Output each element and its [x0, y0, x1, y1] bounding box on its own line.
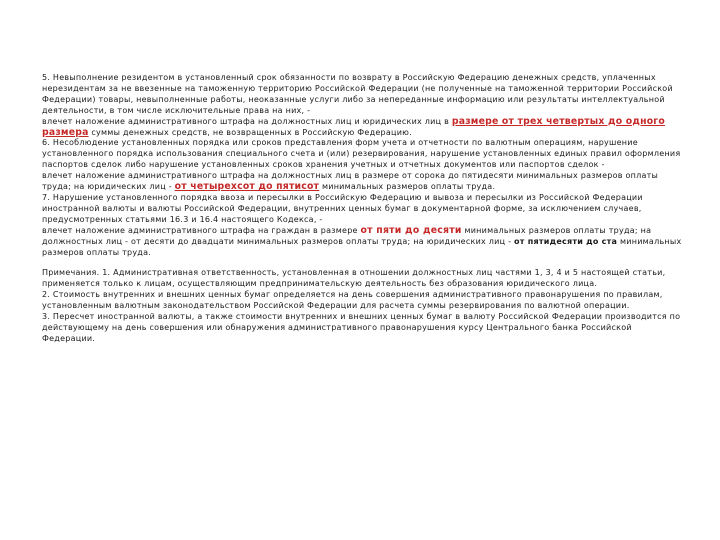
- item6-text-b: влечет наложение административного штрафа на должностных лиц в размере от сорока до пятидесяти минимальных размеров оплаты труда; на юридических лиц -: [42, 171, 659, 192]
- item6-text-a: 6. Несоблюдение установленных порядка или сроков представления форм учета и отчетности по валютным операциям, нарушение установленного порядка использования специального счета и (или) резервирования, нарушение установленных единых правил оформления паспортов сделок либо нарушение установленных сроков хранения учетных и отчетных документов или паспортов сделок -: [42, 138, 681, 170]
- paragraph-item-7: [42, 193, 682, 258]
- paragraph-item-5: [42, 73, 682, 138]
- item5-text-c: суммы денежных средств, не возвращенных в Российскую Федерацию.: [91, 127, 412, 137]
- item7-text-c: минимальных размеров оплаты труда; на должностных лиц - от десяти до двадцати минимальных размеров оплаты труда; на юридических лиц -: [42, 225, 652, 246]
- paragraph-gap: [42, 258, 682, 268]
- item7-fine-highlight-2: от пятидесяти до ста: [514, 236, 618, 246]
- item7-text-b: влечет наложение административного штрафа на граждан в размере: [42, 225, 358, 235]
- item5-fine-highlight: размере от трех четвертых до одного размера: [42, 115, 665, 138]
- item7-fine-highlight: от пяти до десяти: [360, 224, 462, 236]
- law-text-block: [42, 73, 682, 345]
- note-3: 3. Пересчет иностранной валюты, а также стоимости внутренних и внешних ценных бумаг в валюту Российской Федерации производится по действующему на день совершения или обнаружения административного правонарушения курсу Центрального банка Российской Федерации.: [42, 312, 681, 343]
- note-2: 2. Стоимость внутренних и внешних ценных бумаг определяется на день совершения административного правонарушения по правилам, установленным валютным законодательством Российской Федерации для расчета суммы резервирования по валютной операции.: [42, 290, 663, 311]
- item6-fine-highlight: от четырехсот до пятисот: [174, 181, 320, 193]
- item7-text-d: минимальных размеров оплаты труда.: [42, 236, 682, 257]
- item6-text-c: минимальных размеров оплаты труда.: [321, 182, 496, 192]
- paragraph-item-6: [42, 138, 682, 193]
- item5-text-a: 5. Невыполнение резидентом в установленный срок обязанности по возврату в Российскую Федерацию денежных средств, уплаченных нерезидентам за не ввезенные на таможенную территорию Российской Федерации (не полученные на таможенной территории Российской Федерации) товары, невыполненные работы, неоказанные услуги либо за непереданные информацию или результаты интеллектуальной деятельности, в том числе исключительные права на них, -: [42, 73, 673, 115]
- note-1: Примечания. 1. Административная ответственность, установленная в отношении должностных лиц частями 1, 3, 4 и 5 настоящей статьи, применяется только к лицам, осуществляющим предпринимательскую деятельность без образования юридического лица.: [42, 268, 666, 289]
- item7-text-a: 7. Нарушение установленного порядка ввоза и пересылки в Российскую Федерацию и вывоза и пересылки из Российской Федерации иностранной валюты и валюты Российской Федерации, внутренних ценных бумаг в документарной форме, за исключением случаев, предусмотренных статьями 16.3 и 16.4 настоящего Кодекса, -: [42, 192, 643, 224]
- item5-text-b: влечет наложение административного штрафа на должностных лиц и юридических лиц в: [42, 116, 450, 126]
